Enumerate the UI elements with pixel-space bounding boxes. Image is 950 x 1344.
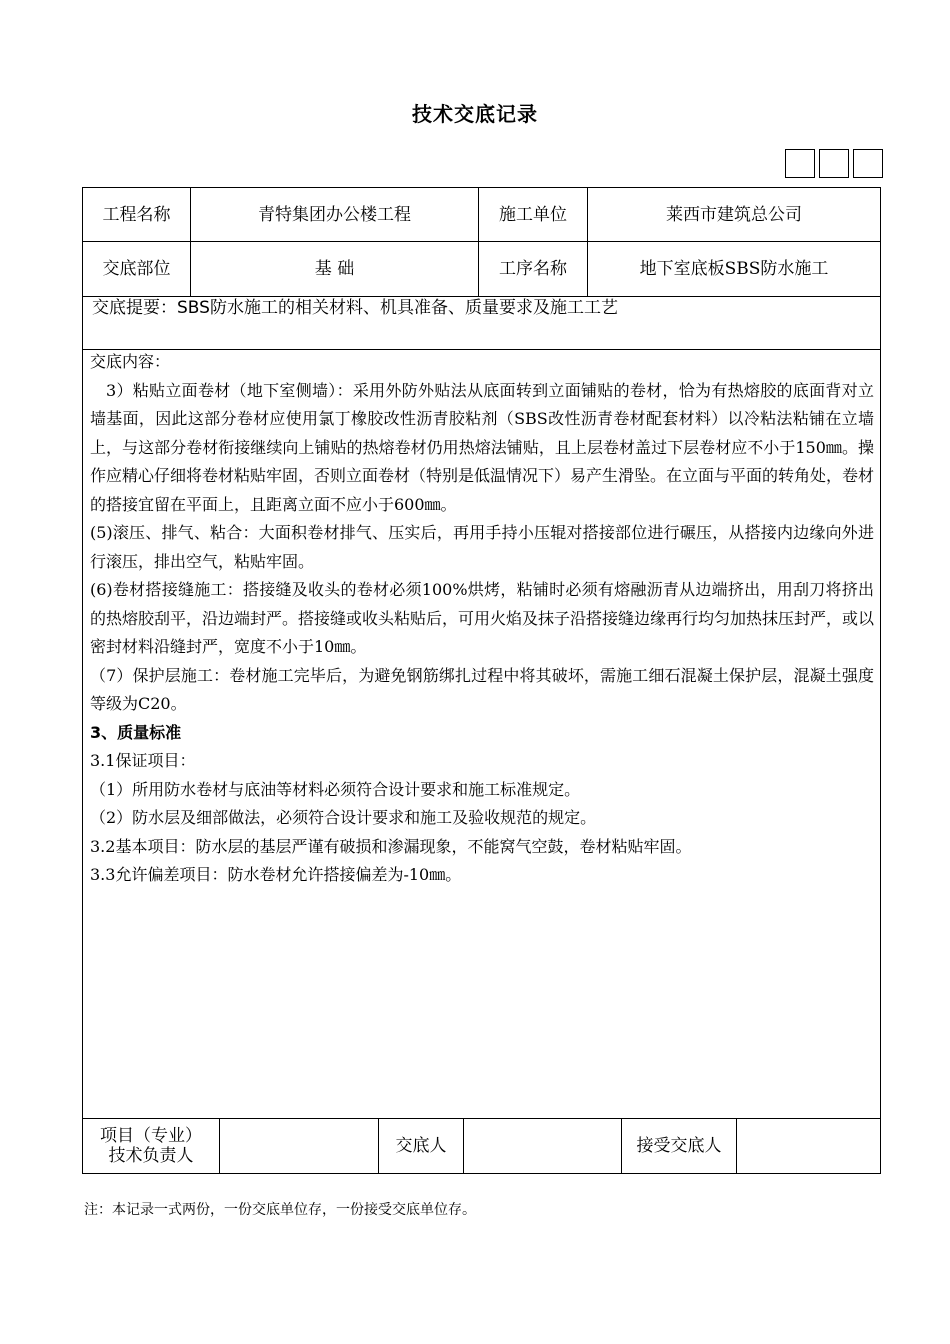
number-box-1[interactable] (785, 149, 815, 178)
disclosure-summary: 交底提要：SBS防水施工的相关材料、机具准备、质量要求及施工工艺 (92, 298, 618, 318)
discloser-signature-field[interactable] (464, 1119, 621, 1173)
process-name-label: 工序名称 (499, 259, 567, 279)
page-title: 技术交底记录 (412, 102, 538, 126)
quality-item: 3.3允许偏差项目：防水卷材允许搭接偏差为-10㎜。 (90, 865, 462, 884)
project-name-value[interactable]: 青特集团办公楼工程 (258, 204, 411, 225)
content-paragraph: （7）保护层施工：卷材施工完毕后，为避免钢筋绑扎过程中将其破坏，需施工细石混凝土保护层，混凝土强度等级为C20。 (90, 665, 874, 713)
construction-unit-value[interactable]: 莱西市建筑总公司 (666, 204, 802, 225)
quality-heading: 3、质量标准 (90, 722, 182, 742)
disclosure-part-value[interactable]: 基 础 (314, 259, 355, 279)
record-number-boxes (785, 149, 885, 177)
number-box-3[interactable] (853, 149, 883, 178)
quality-item: 3.1保证项目： (90, 751, 196, 770)
disclosure-part-label: 交底部位 (102, 259, 171, 279)
content-paragraph: 3）粘贴立面卷材（地下室侧墙）：采用外防外贴法从底面转到立面铺贴的卷材，恰为有热熔胶的底面背对立墙基面，因此这部分卷材应使用氯丁橡胶改性沥青胶粘剂（SBS改性沥青卷材配套材料）以冷粘法粘铺在立墙上，与这部分卷材衔接继续向上铺贴的热熔卷材仍用热熔法铺贴，且上层卷材盖过下层卷材应不小于150㎜。操作应精心仔细将卷材粘贴牢固，否则立面卷材（特别是低温情况下）易产生滑坠。在立面与平面的转角处，卷材的搭接宜留在平面上，且距离立面不应小于600㎜。 (90, 380, 875, 514)
receiver-signature-field[interactable] (737, 1119, 880, 1173)
quality-item: （1）所用防水卷材与底油等材料必须符合设计要求和施工标准规定。 (90, 779, 581, 799)
discloser-label: 交底人 (395, 1136, 447, 1156)
footnote: 注：本记录一式两份，一份交底单位存，一份接受交底单位存。 (84, 1202, 476, 1218)
number-box-2[interactable] (819, 149, 849, 178)
construction-unit-label: 施工单位 (499, 204, 567, 225)
tech-lead-label-line2: 技术负责人 (108, 1146, 194, 1166)
content-paragraph: (5)滚压、排气、粘合：大面积卷材排气、压实后，再用手持小压辊对搭接部位进行碾压，从搭接内边缘向外进行滚压，排出空气，粘贴牢固。 (90, 523, 874, 571)
receiver-label: 接受交底人 (636, 1136, 722, 1156)
tech-lead-label-line1: 项目（专业） (100, 1126, 202, 1146)
tech-lead-signature-field[interactable] (220, 1119, 378, 1173)
content-paragraph: (6)卷材搭接缝施工：搭接缝及收头的卷材必须100%烘烤，粘铺时必须有熔融沥青从边端挤出，用刮刀将挤出的热熔胶刮平，沿边端封严。搭接缝或收头粘贴后，可用火焰及抹子沿搭接缝边缘再行均匀加热抹压封严，或以密封材料沿缝封严，宽度不小于10㎜。 (90, 580, 875, 656)
quality-item: （2）防水层及细部做法，必须符合设计要求和施工及验收规范的规定。 (90, 808, 597, 827)
project-name-label: 工程名称 (102, 204, 171, 225)
quality-item: 3.2基本项目：防水层的基层严谨有破损和渗漏现象，不能窝气空鼓，卷材粘贴牢固。 (90, 836, 692, 856)
process-name-value[interactable]: 地下室底板SBS防水施工 (639, 259, 829, 279)
disclosure-content (90, 348, 874, 890)
tech-lead-label (83, 1119, 219, 1173)
content-heading: 交底内容： (90, 352, 171, 371)
